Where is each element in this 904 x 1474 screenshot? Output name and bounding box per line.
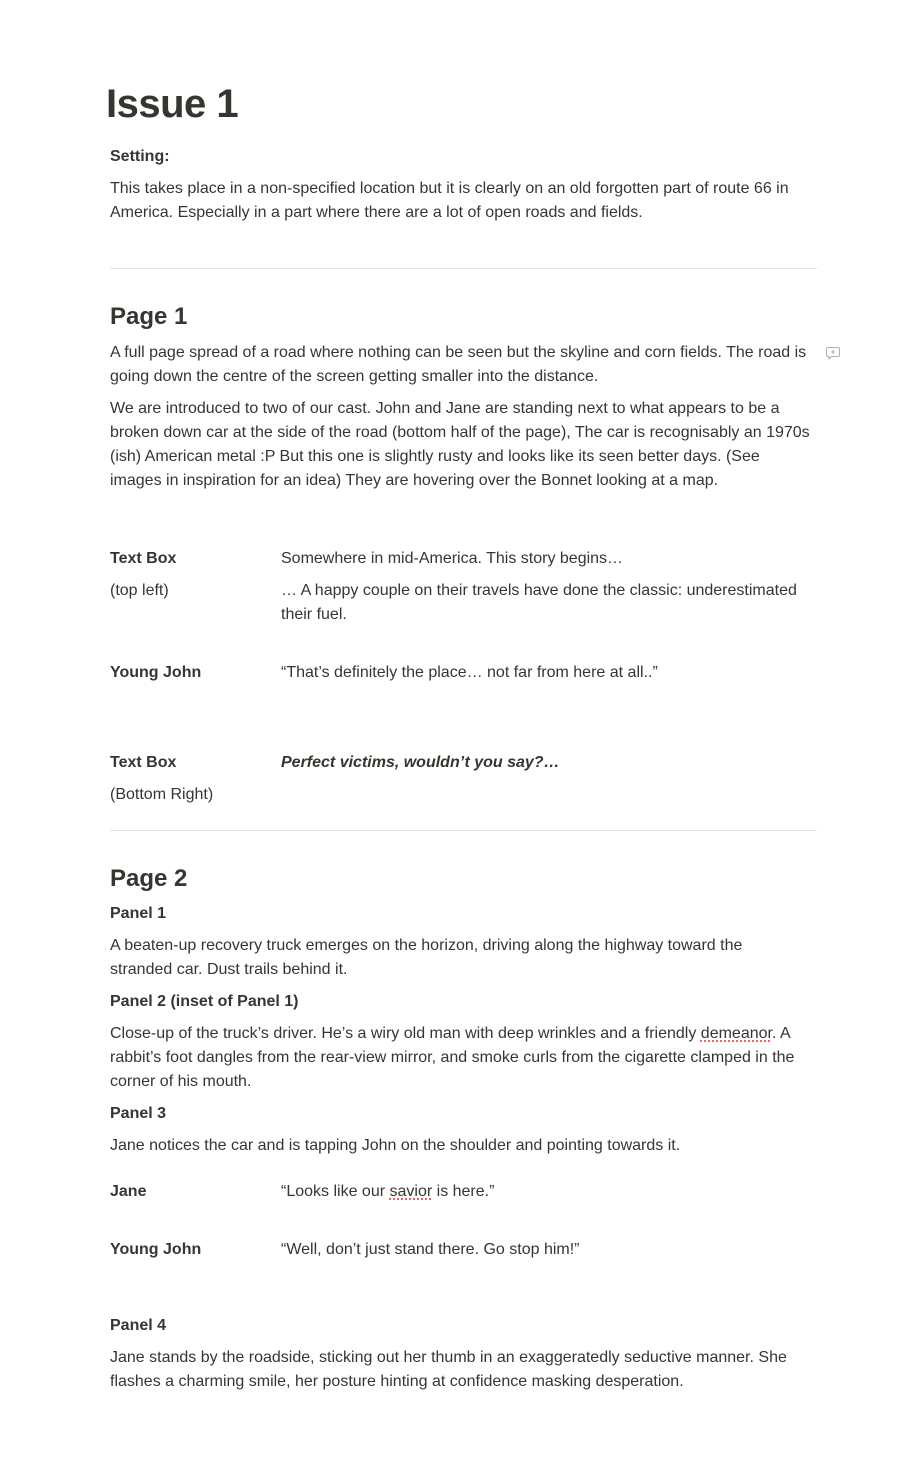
textbox2-line[interactable]: Perfect victims, wouldn’t you say?… [281, 754, 560, 771]
page1-heading[interactable]: Page 1 [110, 303, 188, 330]
panel1-text[interactable]: A beaten-up recovery truck emerges on the horizon, driving along the highway toward the stranded car. Dust trails behind it. [110, 937, 743, 978]
textbox1-sublabel[interactable]: (top left) [110, 582, 169, 599]
divider [110, 268, 817, 269]
textbox1-line1[interactable]: Somewhere in mid-America. This story begins… [281, 550, 624, 567]
panel4-text[interactable]: Jane stands by the roadside, sticking out her thumb in an exaggeratedly seductive manner. She flashes a charming smile, her posture hinting at confidence masking desperation. [110, 1349, 787, 1390]
textbox1-line2[interactable]: … A happy couple on their travels have done the classic: underestimated their fuel. [281, 582, 797, 623]
textbox1-label[interactable]: Text Box [110, 550, 177, 567]
setting-text[interactable]: This takes place in a non-specified location but it is clearly on an old forgotten part of route 66 in America. Especially in a part where there are a lot of open roads and fields. [110, 180, 789, 221]
dialogue-text-part: “Looks like our [281, 1183, 390, 1200]
dialogue-text-part: is here.” [432, 1183, 495, 1200]
dialogue-line[interactable] [281, 1180, 817, 1204]
page1-para1[interactable]: A full page spread of a road where nothing can be seen but the skyline and corn fields. The road is going down the centre of the screen getting smaller into the distance. [110, 344, 807, 385]
comment-add-icon[interactable] [825, 345, 841, 361]
panel2-label[interactable]: Panel 2 (inset of Panel 1) [110, 993, 299, 1010]
panel2-text-part: . A rabbit’s foot dangles from the rear-view mirror, and smoke curls from the cigarette clamped in the corner of his mouth. [110, 1025, 795, 1090]
panel2-text[interactable] [110, 1022, 815, 1094]
dialogue-line[interactable]: “Well, don’t just stand there. Go stop him!” [281, 1241, 580, 1258]
dialogue-speaker[interactable]: Young John [110, 1241, 202, 1258]
panel1-label[interactable]: Panel 1 [110, 905, 167, 922]
divider [110, 830, 817, 831]
panel3-text[interactable]: Jane notices the car and is tapping John on the shoulder and pointing towards it. [110, 1137, 681, 1154]
panel3-label[interactable]: Panel 3 [110, 1105, 167, 1122]
dialogue1-line[interactable]: “That’s definitely the place… not far from here at all..” [281, 664, 658, 681]
spellcheck-flagged-word[interactable]: demeanor [700, 1025, 772, 1042]
page2-heading[interactable]: Page 2 [110, 865, 188, 892]
page-title[interactable]: Issue 1 [106, 82, 239, 126]
panel2-text-part: Close-up of the truck’s driver. He’s a wiry old man with deep wrinkles and a friendly [110, 1025, 701, 1042]
setting-label[interactable]: Setting: [110, 148, 170, 165]
page1-para2[interactable]: We are introduced to two of our cast. John and Jane are standing next to what appears to be a broken down car at the side of the road (bottom half of the page), The car is recognisably an 1970s (ish) American metal :P But this one is slightly rusty and looks like its seen better days. (See images in inspiration for an idea) They are hovering over the Bonnet looking at a map. [110, 400, 810, 489]
spellcheck-flagged-word[interactable]: savior [389, 1183, 433, 1200]
dialogue-speaker[interactable]: Jane [110, 1183, 147, 1200]
panel4-label[interactable]: Panel 4 [110, 1317, 167, 1334]
textbox2-sublabel[interactable]: (Bottom Right) [110, 786, 214, 803]
dialogue1-speaker[interactable]: Young John [110, 664, 202, 681]
textbox2-label[interactable]: Text Box [110, 754, 177, 771]
